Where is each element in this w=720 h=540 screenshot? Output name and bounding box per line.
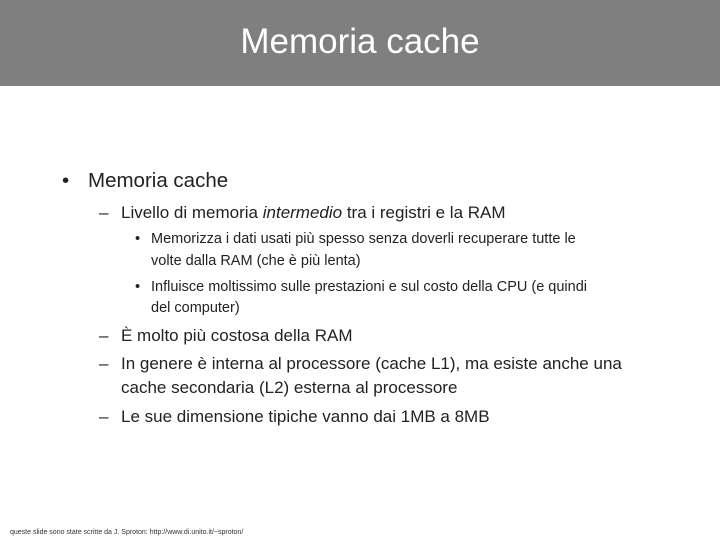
sub-bullet-3-line1: In genere è interna al processore (cache L1), ma esiste anche una <box>121 354 622 373</box>
sub-bullet-1-pre: Livello di memoria <box>121 203 263 222</box>
sub-sub-bullet-a-line1: Memorizza i dati usati più spesso senza doverli recuperare tutte le <box>151 231 576 247</box>
bullet-dot: • <box>62 169 70 192</box>
dash-marker: – <box>99 354 109 373</box>
sub-bullet-1-post: tra i registri e la RAM <box>342 203 506 222</box>
dash-marker: – <box>99 326 109 345</box>
footer-credit: queste slide sono state scritte da J. Sproton: http://www.di.unito.it/~sproton/ <box>10 529 244 536</box>
sub-bullet-4-text: Le sue dimensione tipiche vanno dai 1MB a 8MB <box>121 407 490 426</box>
sub-bullet-1-emphasis: intermedio <box>262 203 343 222</box>
sub-bullet-1-text <box>121 201 506 224</box>
dash-marker: – <box>99 203 109 222</box>
sub-sub-bullet-b-line2: del computer) <box>151 300 240 316</box>
sub-bullet-3-line2: cache secondaria (L2) esterna al processore <box>121 378 458 397</box>
sub-bullet-2-text: È molto più costosa della RAM <box>121 326 353 345</box>
sub-sub-bullet-a-line2: volte dalla RAM (che è più lenta) <box>151 253 361 269</box>
sub-sub-bullet-b-line1: Influisce moltissimo sulle prestazioni e sul costo della CPU (e quindi <box>151 279 587 295</box>
bullet-dot: • <box>135 231 141 247</box>
bullet-dot: • <box>135 279 141 295</box>
bullet-main-text: Memoria cache <box>88 169 229 192</box>
dash-marker: – <box>99 407 109 426</box>
slide-title: Memoria cache <box>240 22 480 61</box>
